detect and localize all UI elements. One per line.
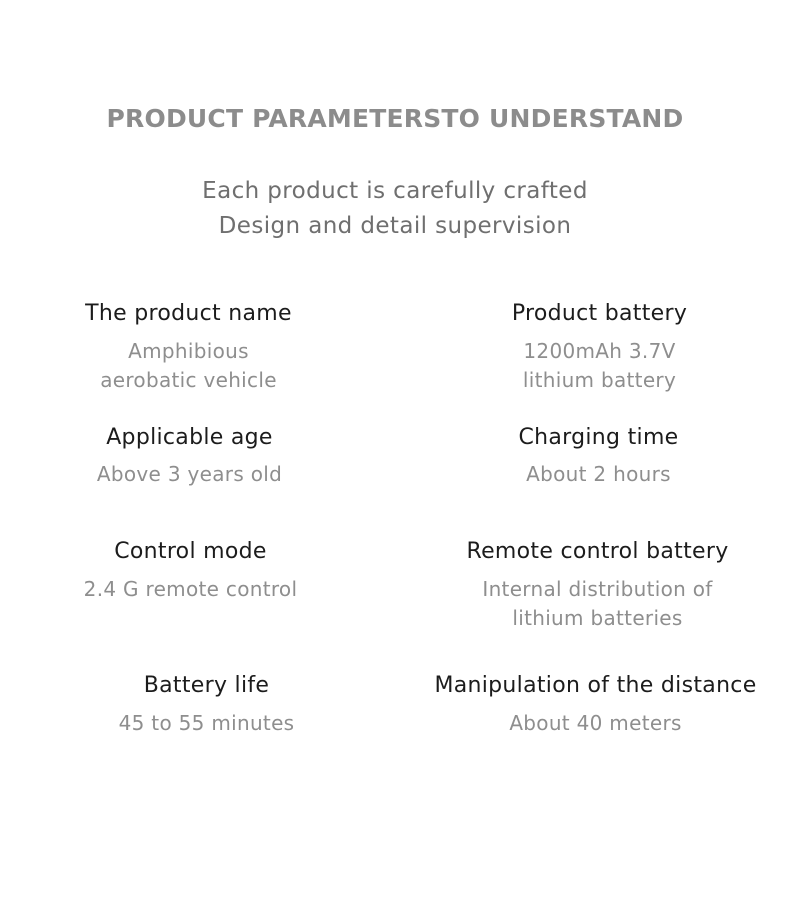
- page-subtitle: [0, 174, 790, 243]
- spec-value: [0, 460, 379, 489]
- spec-value: [20, 709, 393, 738]
- spec-value: [405, 575, 790, 633]
- spec-row: [0, 299, 790, 395]
- spec-item-charging-time: [395, 423, 790, 490]
- spec-label: [401, 671, 790, 701]
- spec-table: [0, 299, 790, 738]
- spec-item-remote-control-battery: [395, 537, 790, 633]
- spec-label: Control mode: [114, 539, 267, 565]
- spec-value-line-2: lithium batteries: [512, 606, 683, 631]
- spec-value-line-1: 2.4 G remote control: [83, 577, 298, 602]
- spec-item-battery-life: [0, 671, 395, 738]
- spec-item-control-mode: [0, 537, 395, 633]
- spec-row: [0, 423, 790, 490]
- spec-value: [407, 460, 790, 489]
- spec-label: Product battery: [511, 301, 688, 326]
- spec-value-line-1: About 2 hours: [526, 462, 671, 487]
- page-title: PRODUCT PARAMETERSTO UNDERSTAND: [106, 104, 684, 133]
- spec-label: Applicable age: [106, 424, 273, 450]
- spec-value-line-1: 1200mAh 3.7V: [523, 338, 676, 363]
- spec-value: [0, 575, 381, 604]
- spec-value-line-2: lithium battery: [522, 367, 677, 392]
- spec-label: Remote control battery: [466, 539, 729, 565]
- spec-item-product-battery: [395, 299, 790, 395]
- page-header: [0, 0, 790, 243]
- spec-label: Charging time: [518, 424, 679, 450]
- spec-label-line-2: the distance: [616, 673, 757, 699]
- spec-value-line-2: aerobatic vehicle: [100, 367, 277, 392]
- spec-row: [0, 537, 790, 633]
- spec-row: [0, 671, 790, 738]
- spec-label-line-1: Manipulation of: [434, 673, 610, 699]
- spec-value: [401, 709, 790, 738]
- spec-value: [0, 337, 377, 395]
- spec-value-line-1: About 40 meters: [509, 710, 682, 735]
- spec-value-line-1: Above 3 years old: [96, 462, 283, 487]
- subtitle-line-2: Design and detail supervision: [218, 212, 572, 239]
- spec-label: Battery life: [143, 673, 270, 699]
- spec-item-product-name: [0, 299, 395, 395]
- spec-value-line-1: 45 to 55 minutes: [118, 710, 295, 735]
- spec-value-line-1: Amphibious: [128, 338, 249, 363]
- spec-value: [409, 337, 790, 395]
- spec-item-applicable-age: [0, 423, 395, 490]
- spec-item-manipulation-distance: [395, 671, 790, 738]
- spec-value-line-1: Internal distribution of: [482, 577, 713, 602]
- spec-label: The product name: [85, 301, 292, 326]
- subtitle-line-1: Each product is carefully crafted: [202, 178, 588, 204]
